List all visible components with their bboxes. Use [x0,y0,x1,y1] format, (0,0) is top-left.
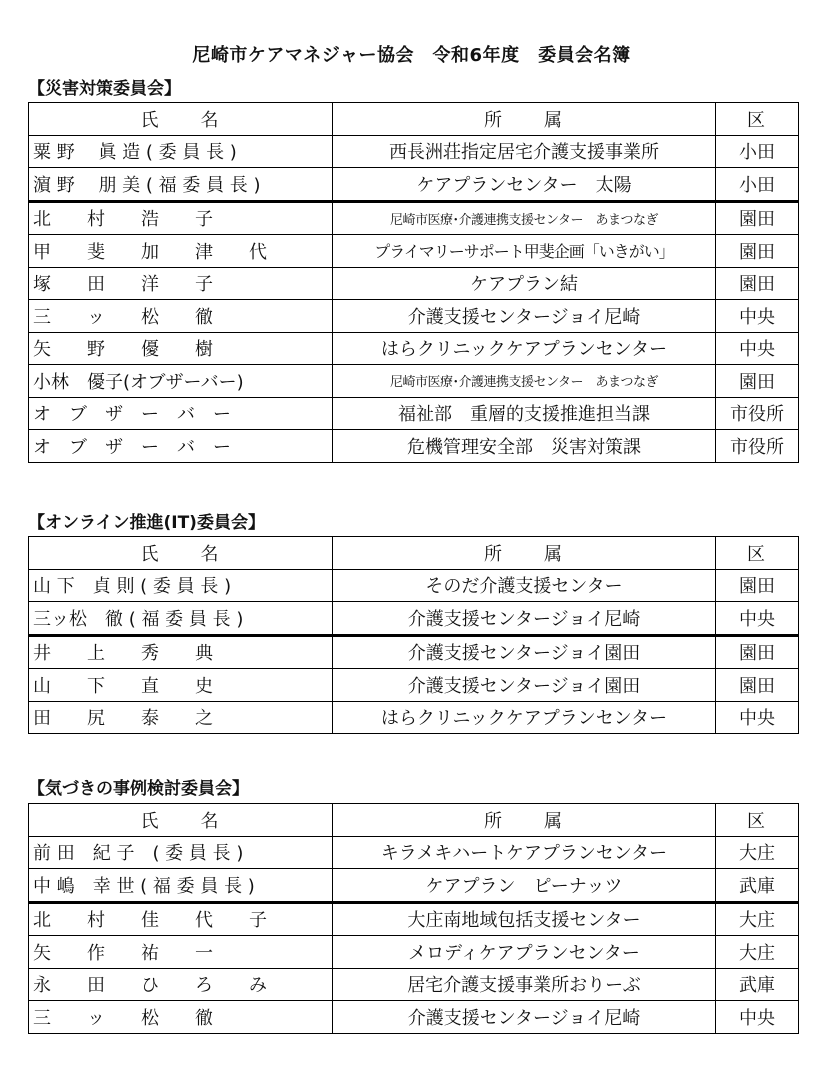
member-ward: 中央 [716,602,799,636]
table-row [29,267,799,300]
member-ward: 園田 [716,235,799,268]
member-ward: 園田 [716,635,799,669]
member-ward: 武庫 [716,869,799,903]
table-row [29,602,799,636]
committee-title-case-study: 【気づきの事例検討委員会】 [28,779,249,799]
table-row [29,332,799,365]
member-org: 尼崎市医療･介護連携支援センター あまつなぎ [333,365,716,398]
document-title: 尼崎市ケアマネジャー協会 令和6年度 委員会名簿 [192,45,631,66]
table-row [29,300,799,333]
member-name: オ ブ ザ ー バ ー [29,430,333,463]
member-name: 濵 野 朋 美 ( 福 委 員 長 ) [29,168,333,202]
member-name: 山 下 直 史 [29,669,333,702]
member-org: 西長洲荘指定居宅介護支援事業所 [333,135,716,168]
member-ward: 園田 [716,267,799,300]
committee-title-online: 【オンライン推進(IT)委員会】 [28,513,265,533]
member-name: 矢 野 優 樹 [29,332,333,365]
member-ward: 園田 [716,201,799,235]
committee-table-online [28,536,799,734]
member-name: 前 田 紀 子 ( 委 員 長 ) [29,836,333,869]
table-row [29,430,799,463]
member-org: ケアプラン ピーナッツ [333,869,716,903]
member-org: はらクリニックケアプランセンター [333,332,716,365]
member-org: キラメキハートケアプランセンター [333,836,716,869]
committee-table-disaster [28,102,799,463]
table-header-row [29,537,799,570]
member-org: 大庄南地域包括支援センター [333,902,716,936]
member-name: オ ブ ザ ー バ ー [29,397,333,430]
member-ward: 小田 [716,168,799,202]
member-ward: 大庄 [716,936,799,969]
member-org: そのだ介護支援センター [333,569,716,602]
table-row [29,869,799,903]
table-row [29,168,799,202]
member-name: 三 ッ 松 徹 [29,300,333,333]
member-org: ケアプランセンター 太陽 [333,168,716,202]
member-org: 福祉部 重層的支援推進担当課 [333,397,716,430]
member-org: 居宅介護支援事業所おりーぶ [333,968,716,1001]
member-ward: 市役所 [716,397,799,430]
member-org: 介護支援センタージョイ尼崎 [333,1001,716,1034]
member-name: 田 尻 泰 之 [29,701,333,734]
member-org: 介護支援センタージョイ尼崎 [333,602,716,636]
member-org: 介護支援センタージョイ園田 [333,669,716,702]
table-row [29,635,799,669]
member-name: 矢 作 祐 一 [29,936,333,969]
member-name: 北 村 佳 代 子 [29,902,333,936]
table-row [29,235,799,268]
table-row [29,701,799,734]
table-header-row [29,103,799,136]
member-name: 北 村 浩 子 [29,201,333,235]
header-org: 所 属 [333,103,716,136]
member-org: プライマリーサポート甲斐企画「いきがい」 [333,235,716,268]
member-ward: 市役所 [716,430,799,463]
member-ward: 中央 [716,300,799,333]
member-name: 中 嶋 幸 世 ( 福 委 員 長 ) [29,869,333,903]
member-ward: 園田 [716,569,799,602]
member-ward: 小田 [716,135,799,168]
table-row [29,135,799,168]
member-ward: 大庄 [716,836,799,869]
table-row [29,968,799,1001]
member-ward: 園田 [716,669,799,702]
table-row [29,569,799,602]
member-name: 甲 斐 加 津 代 [29,235,333,268]
table-row [29,201,799,235]
table-row [29,936,799,969]
table-row [29,365,799,398]
table-row [29,902,799,936]
member-ward: 中央 [716,1001,799,1034]
member-ward: 園田 [716,365,799,398]
table-row [29,669,799,702]
member-name: 三 ッ 松 徹 [29,1001,333,1034]
table-header-row [29,804,799,837]
header-ward: 区 [716,537,799,570]
member-ward: 中央 [716,332,799,365]
member-name: 塚 田 洋 子 [29,267,333,300]
table-row [29,836,799,869]
member-org: ケアプラン結 [333,267,716,300]
table-row [29,1001,799,1034]
member-org: 尼崎市医療･介護連携支援センター あまつなぎ [333,201,716,235]
member-name: 三ッ松 徹 ( 福 委 員 長 ) [29,602,333,636]
member-name: 山 下 貞 則 ( 委 員 長 ) [29,569,333,602]
table-row [29,397,799,430]
member-org: 危機管理安全部 災害対策課 [333,430,716,463]
member-name: 小林 優子(オブザーバー) [29,365,333,398]
member-ward: 武庫 [716,968,799,1001]
header-ward: 区 [716,103,799,136]
committee-table-case-study [28,803,799,1034]
header-name: 氏 名 [29,804,333,837]
member-org: メロディケアプランセンター [333,936,716,969]
member-ward: 大庄 [716,902,799,936]
member-org: 介護支援センタージョイ園田 [333,635,716,669]
member-name: 井 上 秀 典 [29,635,333,669]
header-org: 所 属 [333,537,716,570]
member-name: 粟 野 眞 造 ( 委 員 長 ) [29,135,333,168]
member-ward: 中央 [716,701,799,734]
member-org: 介護支援センタージョイ尼崎 [333,300,716,333]
header-ward: 区 [716,804,799,837]
header-name: 氏 名 [29,103,333,136]
committee-title-disaster: 【災害対策委員会】 [28,79,181,99]
header-name: 氏 名 [29,537,333,570]
member-name: 永 田 ひ ろ み [29,968,333,1001]
member-org: はらクリニックケアプランセンター [333,701,716,734]
header-org: 所 属 [333,804,716,837]
